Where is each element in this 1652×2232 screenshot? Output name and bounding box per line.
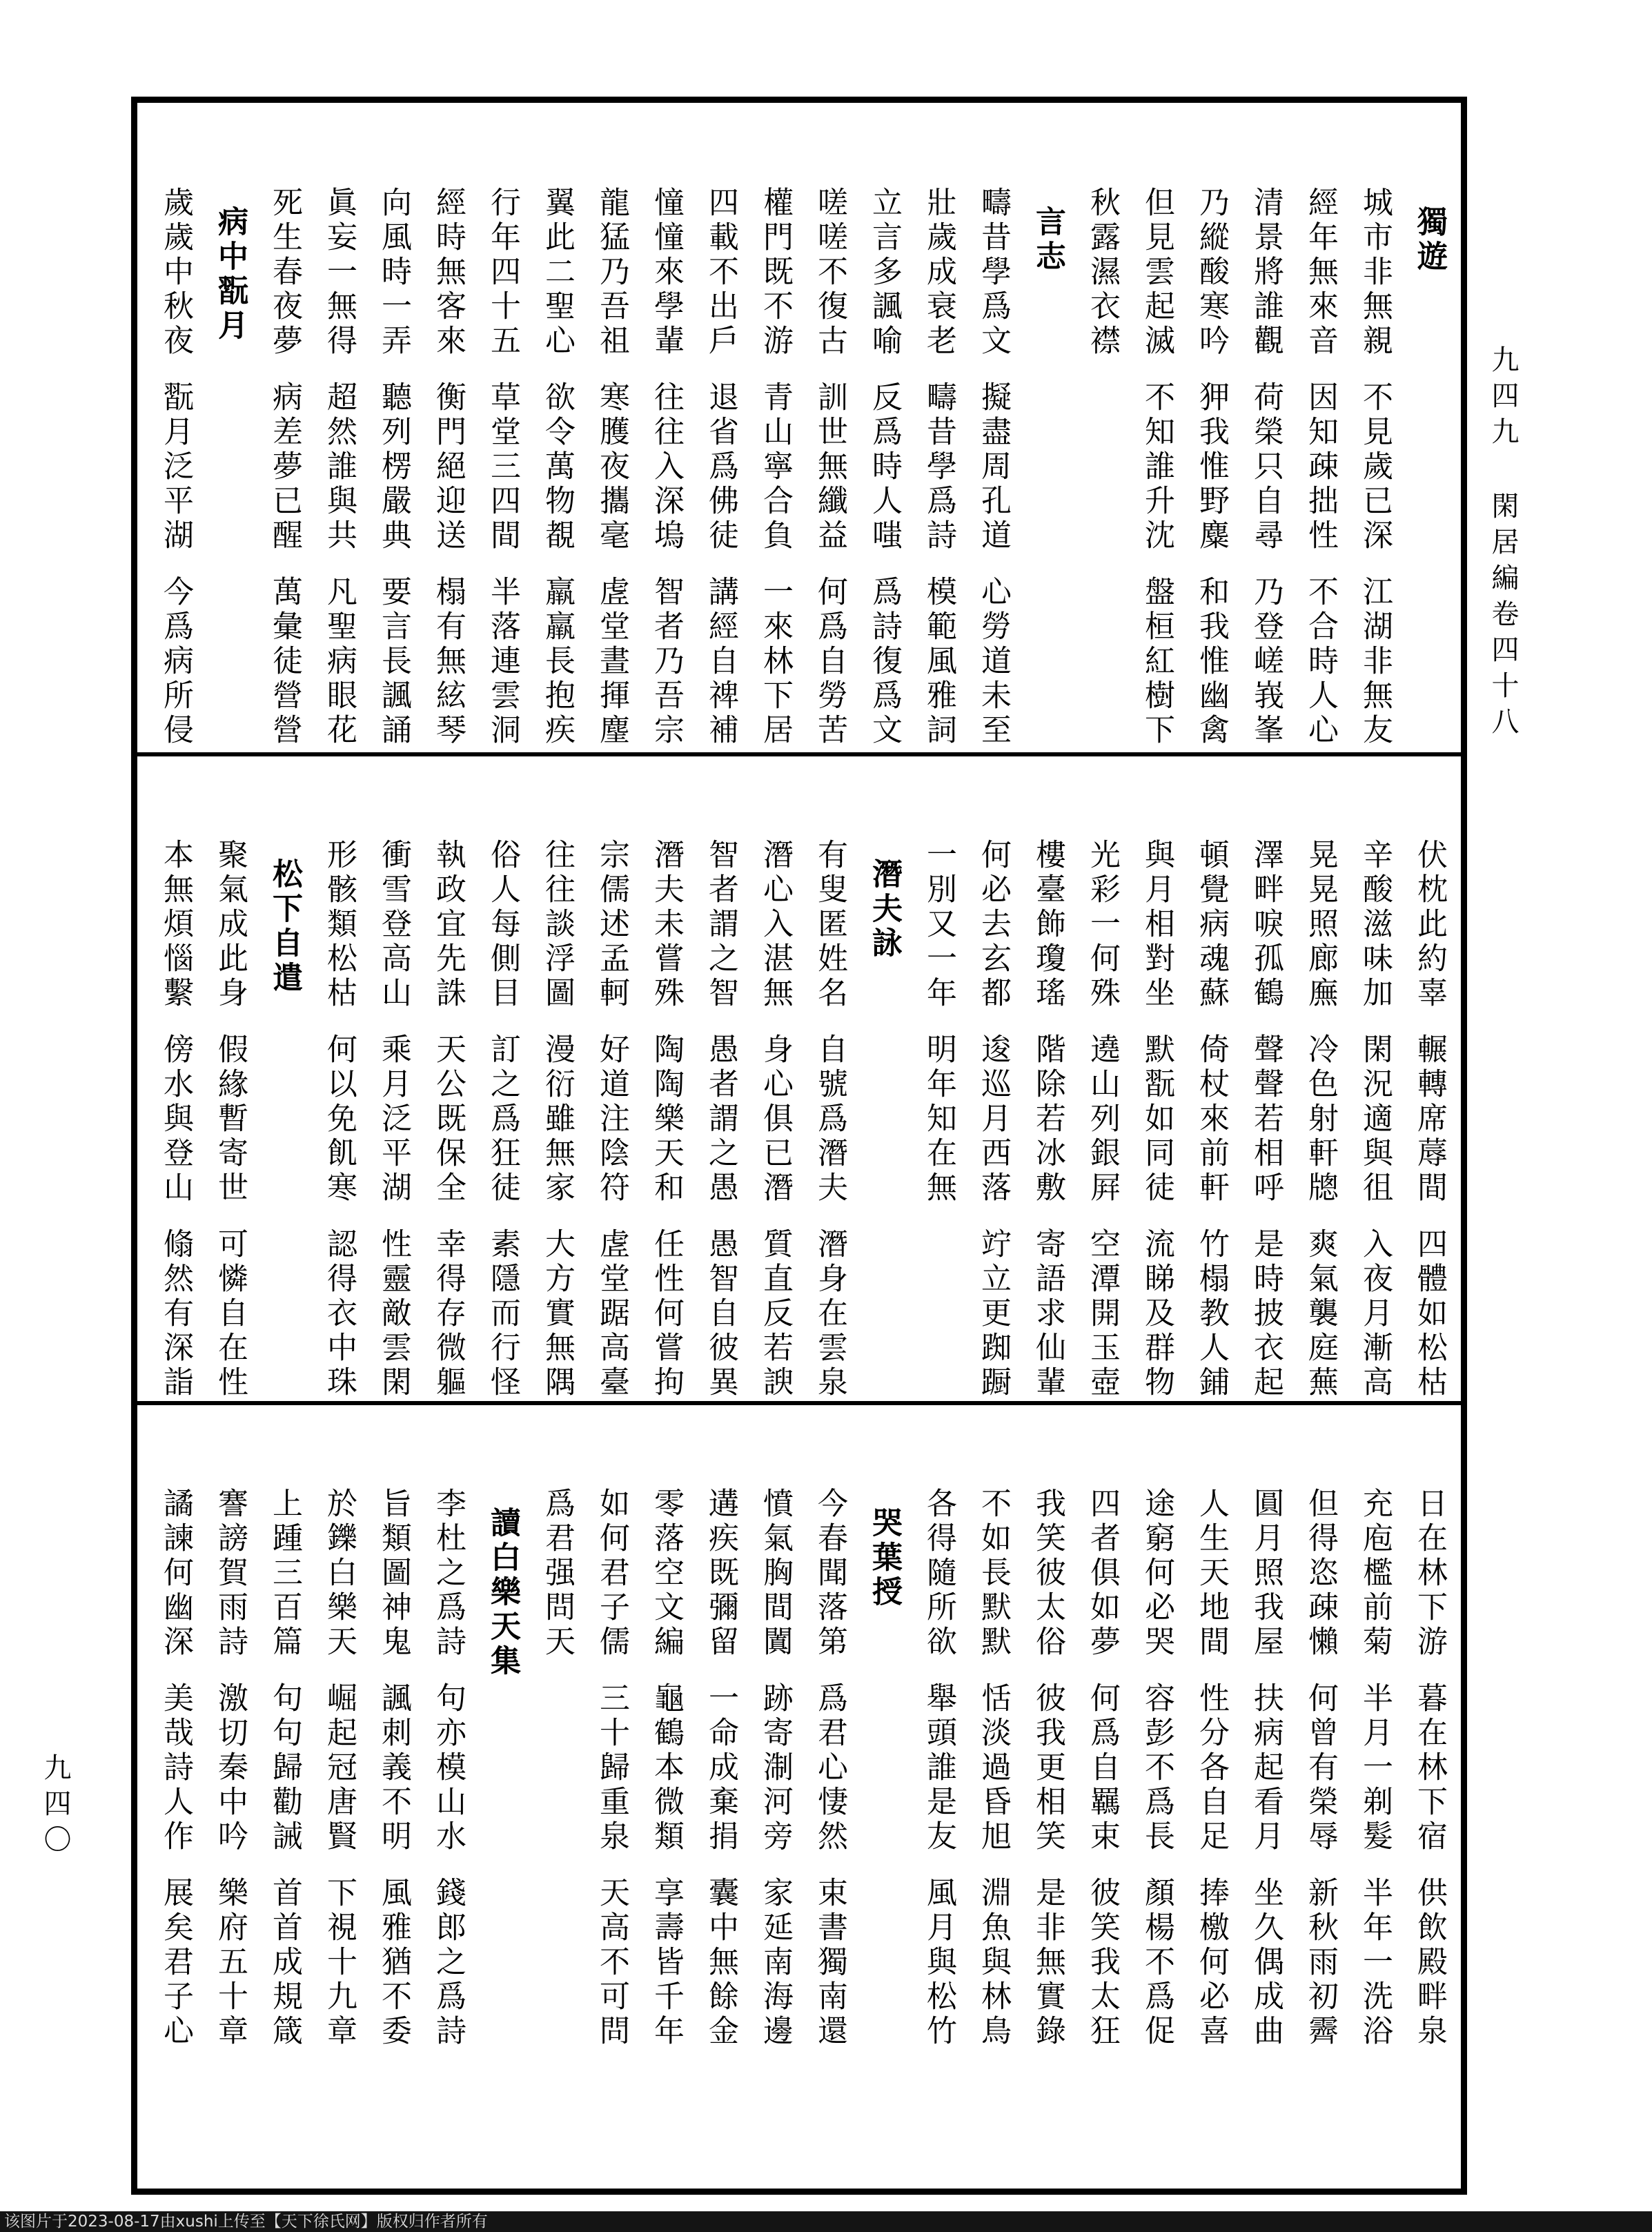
verse-line: 爽氣襲庭蕪 [1303, 1228, 1338, 1400]
verse-line: 上踵三百篇 [267, 1487, 302, 1660]
verse-line: 束書獨南還 [812, 1877, 847, 2049]
poem-column [1075, 186, 1130, 750]
poem-title-column [1021, 186, 1075, 750]
verse-line: 聲聲若相呼 [1248, 1033, 1284, 1206]
verse-line: 何爲自勞苦 [812, 576, 847, 748]
verse-line: 日在林下游 [1412, 1487, 1447, 1660]
verse-line: 句句歸勸誡 [267, 1682, 302, 1854]
verse-line: 竚立更踟蹰 [976, 1228, 1011, 1400]
poem-title: 潛夫詠 [867, 858, 902, 961]
verse-line: 愚者謂之愚 [703, 1033, 738, 1206]
verse-line: 認得衣中珠 [322, 1228, 357, 1400]
verse-line: 形骸類松枯 [322, 839, 357, 1011]
verse-line: 素隱而行怪 [485, 1228, 520, 1400]
verse-line: 和我惟幽禽 [1194, 576, 1229, 748]
verse-line: 半月一剃髮 [1357, 1682, 1393, 1854]
verse-line: 四者俱如夢 [1085, 1487, 1120, 1660]
poem-column [148, 839, 203, 1402]
verse-line: 旨類圖神鬼 [376, 1487, 411, 1660]
verse-line: 展矣君子心 [158, 1877, 193, 2049]
verse-line: 死生春夜夢 [267, 186, 302, 359]
section-bottom [148, 1487, 1457, 2053]
poem-column [1293, 1487, 1348, 2050]
verse-line: 擬盡周孔道 [976, 381, 1011, 554]
verse-line: 不知誰升沈 [1139, 381, 1174, 554]
poem-column [1348, 186, 1402, 750]
verse-line: 往往入深塢 [649, 381, 684, 554]
poem-title-column [857, 1487, 912, 2050]
poem-column [912, 1487, 966, 2050]
verse-line: 江湖非無友 [1357, 576, 1393, 748]
verse-line: 今春聞落第 [812, 1487, 847, 1660]
verse-line: 秋露濕衣襟 [1085, 186, 1120, 359]
verse-line: 何曾有榮辱 [1303, 1682, 1338, 1854]
poem-title: 病中翫月 [213, 206, 248, 344]
verse-line: 質直反若諛 [758, 1228, 793, 1400]
poem-column [584, 839, 639, 1402]
poem-column [312, 839, 366, 1402]
verse-line: 恬淡過昏旭 [976, 1682, 1011, 1854]
verse-line: 超然誰與共 [322, 381, 357, 554]
poem-column [966, 839, 1021, 1402]
poem-column [966, 186, 1021, 750]
verse-line: 草堂三四間 [485, 381, 520, 554]
verse-line: 有叟匿姓名 [812, 839, 847, 1011]
verse-line: 遶山列銀屛 [1085, 1033, 1120, 1206]
poem-column [1184, 186, 1239, 750]
verse-line: 性靈敵雲閑 [376, 1228, 411, 1400]
verse-line: 退省爲佛徒 [703, 381, 738, 554]
poem-column [148, 186, 203, 750]
verse-line: 往往談浮圖 [540, 839, 575, 1011]
poem-column [530, 839, 584, 1402]
verse-line: 不見歲已深 [1357, 381, 1393, 554]
verse-line: 與月相對坐 [1139, 839, 1174, 1011]
poem-column [366, 839, 421, 1402]
verse-line: 何爲自羈束 [1085, 1682, 1120, 1854]
poem-column [312, 186, 366, 750]
verse-line: 漫衍雖無家 [540, 1033, 575, 1206]
verse-line: 樓臺飾瓊瑤 [1030, 839, 1065, 1011]
section-divider-1 [137, 752, 1461, 756]
verse-line: 羸羸長抱疾 [540, 576, 575, 748]
verse-line: 三十歸重泉 [594, 1682, 629, 1854]
verse-line: 乃縱酸寒吟 [1194, 186, 1229, 359]
verse-line: 訓世無纖益 [812, 381, 847, 554]
poem-column [1348, 839, 1402, 1402]
verse-line: 潛心入湛無 [758, 839, 793, 1011]
poem-column [148, 1487, 203, 2050]
verse-line: 衝雪登高山 [376, 839, 411, 1011]
verse-line: 經年無來音 [1303, 186, 1338, 359]
poem-column [1293, 839, 1348, 1402]
left-margin-page-number: 九四〇 [39, 1753, 71, 1861]
verse-line: 錢郎之爲詩 [431, 1877, 466, 2049]
verse-line: 潛夫未嘗殊 [649, 839, 684, 1011]
verse-line: 半落連雲洞 [485, 576, 520, 748]
verse-line: 盤桓紅樹下 [1139, 576, 1174, 748]
verse-line: 欲令萬物覩 [540, 381, 575, 554]
verse-line: 辛酸滋味加 [1357, 839, 1393, 1011]
right-margin-page-number: 九四九 [1487, 345, 1519, 453]
verse-line: 風雅猶不委 [376, 1877, 411, 2049]
poem-column [203, 1487, 257, 2050]
verse-line: 講經自禆補 [703, 576, 738, 748]
poem-column [748, 1487, 803, 2050]
verse-line: 行年四十五 [485, 186, 520, 359]
poem-column [1130, 839, 1184, 1402]
verse-line: 享壽皆千年 [649, 1877, 684, 2049]
verse-line: 要言長諷誦 [376, 576, 411, 748]
verse-line: 愚智自彼異 [703, 1228, 738, 1400]
poem-column [1130, 1487, 1184, 2050]
verse-line: 翫月泛平湖 [158, 381, 193, 554]
poem-column [366, 1487, 421, 2050]
verse-line: 眞妄一無得 [322, 186, 357, 359]
verse-line: 執政宜先誅 [431, 839, 466, 1011]
section-middle [148, 839, 1457, 1404]
poem-title-column [203, 186, 257, 750]
poem-column [803, 1487, 857, 2050]
poem-column [257, 1487, 312, 2050]
verse-line: 下視十九章 [322, 1877, 357, 2049]
verse-line: 因知疎拙性 [1303, 381, 1338, 554]
poem-column [639, 186, 694, 750]
verse-line: 任性何嘗拘 [649, 1228, 684, 1400]
verse-line: 激切秦中吟 [213, 1682, 248, 1854]
verse-line: 人生天地間 [1194, 1487, 1229, 1660]
verse-line: 流睇及群物 [1139, 1228, 1174, 1400]
poem-column [584, 1487, 639, 2050]
verse-line: 假緣暫寄世 [213, 1033, 248, 1206]
verse-line: 階除若冰敷 [1030, 1033, 1065, 1206]
verse-line: 如何君子儒 [594, 1487, 629, 1660]
verse-line: 坐久偶成曲 [1248, 1877, 1284, 2049]
verse-line: 澤畔唳孤鶴 [1248, 839, 1284, 1011]
verse-line: 入夜月漸高 [1357, 1228, 1393, 1400]
verse-line: 爲詩復爲文 [867, 576, 902, 748]
poem-column [1075, 1487, 1130, 2050]
verse-line: 可憐自在性 [213, 1228, 248, 1400]
poem-column [1293, 186, 1348, 750]
verse-line: 模範風雅詞 [921, 576, 956, 748]
poem-column [1239, 186, 1293, 750]
verse-line: 傍水與登山 [158, 1033, 193, 1206]
poem-column [694, 186, 748, 750]
verse-line: 容彭不爲長 [1139, 1682, 1174, 1854]
verse-line: 遘疾既彌留 [703, 1487, 738, 1660]
verse-line: 何以免飢寒 [322, 1033, 357, 1206]
poem-column [966, 1487, 1021, 2050]
verse-line: 虗堂踞高臺 [594, 1228, 629, 1400]
poem-title: 哭葉授 [867, 1507, 902, 1610]
verse-line: 狎我惟野麋 [1194, 381, 1229, 554]
verse-line: 供飲殿畔泉 [1412, 1877, 1447, 2049]
verse-line: 萬彙徒營營 [267, 576, 302, 748]
verse-line: 美哉詩人作 [158, 1682, 193, 1854]
verse-line: 乃登嵯峩峯 [1248, 576, 1284, 748]
verse-line: 閑況適與徂 [1357, 1033, 1393, 1206]
verse-line: 倚杖來前軒 [1194, 1033, 1229, 1206]
verse-line: 逡巡月西落 [976, 1033, 1011, 1206]
verse-line: 寒臒夜攜毫 [594, 381, 629, 554]
verse-line: 伏枕此約辜 [1412, 839, 1447, 1011]
verse-line: 譎諫何幽深 [158, 1487, 193, 1660]
poem-column [1184, 839, 1239, 1402]
poem-column [530, 186, 584, 750]
right-margin-book-title: 閑居編卷四十八 [1487, 491, 1519, 743]
poem-column [421, 186, 475, 750]
verse-line: 舉頭誰是友 [921, 1682, 956, 1854]
verse-line: 跡寄淛河旁 [758, 1682, 793, 1854]
poem-column [312, 1487, 366, 2050]
verse-line: 頓覺病魂蘇 [1194, 839, 1229, 1011]
poem-column [1130, 186, 1184, 750]
verse-line: 零落空文編 [649, 1487, 684, 1660]
poem-column [857, 186, 912, 750]
poem-column [639, 1487, 694, 2050]
poem-column [475, 186, 530, 750]
poem-column [912, 186, 966, 750]
verse-line: 空潭開玉壺 [1085, 1228, 1120, 1400]
verse-line: 首首成規箴 [267, 1877, 302, 2049]
verse-line: 捧檄何必喜 [1194, 1877, 1229, 2049]
verse-line: 壯歲成衰老 [921, 186, 956, 359]
verse-line: 冷色射軒牕 [1303, 1033, 1338, 1206]
poem-column [639, 839, 694, 1402]
verse-line: 歲歲中秋夜 [158, 186, 193, 359]
poem-title-column [257, 839, 312, 1402]
poem-column [475, 839, 530, 1402]
verse-line: 充庖檻前菊 [1357, 1487, 1393, 1660]
verse-line: 風月與松竹 [921, 1877, 956, 2049]
poem-column [366, 186, 421, 750]
verse-line: 憧憧來學輩 [649, 186, 684, 359]
verse-line: 荷榮只自尋 [1248, 381, 1284, 554]
verse-line: 翛然有深詣 [158, 1228, 193, 1400]
verse-line: 樂府五十章 [213, 1877, 248, 2049]
section-top [148, 186, 1457, 752]
poem-title: 松下自遣 [267, 858, 302, 996]
verse-line: 新秋雨初霽 [1303, 1877, 1338, 2049]
poem-title: 獨遊 [1412, 206, 1447, 275]
verse-line: 何必去玄都 [976, 839, 1011, 1011]
verse-line: 嗟嗟不復古 [812, 186, 847, 359]
verse-line: 宗儒述孟軻 [594, 839, 629, 1011]
poem-title: 讀白樂天集 [485, 1507, 520, 1679]
verse-line: 清景將誰觀 [1248, 186, 1284, 359]
poem-column [421, 839, 475, 1402]
verse-line: 暮在林下宿 [1412, 1682, 1447, 1854]
verse-line: 向風時一弄 [376, 186, 411, 359]
verse-line: 疇昔學爲文 [976, 186, 1011, 359]
poem-title-column [475, 1487, 530, 2050]
verse-line: 不合時人心 [1303, 576, 1338, 748]
verse-line: 四載不出戶 [703, 186, 738, 359]
verse-line: 陶陶樂天和 [649, 1033, 684, 1206]
verse-line: 青山寧合負 [758, 381, 793, 554]
verse-line: 爲君强問天 [540, 1487, 575, 1660]
verse-line: 好道注陰符 [594, 1033, 629, 1206]
verse-line: 城市非無親 [1357, 186, 1393, 359]
verse-line: 爲君心悽然 [812, 1682, 847, 1854]
poem-column [203, 839, 257, 1402]
verse-line: 經時無客來 [431, 186, 466, 359]
verse-line: 於鑠白樂天 [322, 1487, 357, 1660]
verse-line: 天高不可問 [594, 1877, 629, 2049]
poem-column [1184, 1487, 1239, 2050]
poem-column [1021, 1487, 1075, 2050]
poem-column [803, 186, 857, 750]
poem-column [1402, 839, 1457, 1402]
verse-line: 四體如松枯 [1412, 1228, 1447, 1400]
poem-column [748, 839, 803, 1402]
verse-line: 但得恣疎懶 [1303, 1487, 1338, 1660]
verse-line: 心勞道未至 [976, 576, 1011, 748]
verse-line: 大方實無隅 [540, 1228, 575, 1400]
poem-column [912, 839, 966, 1402]
verse-line: 身心俱已潛 [758, 1033, 793, 1206]
verse-line: 龍猛乃吾祖 [594, 186, 629, 359]
verse-line: 本無煩惱繫 [158, 839, 193, 1011]
verse-line: 光彩一何殊 [1085, 839, 1120, 1011]
poem-column [1239, 839, 1293, 1402]
verse-line: 是非無實錄 [1030, 1877, 1065, 2049]
verse-line: 扶病起看月 [1248, 1682, 1284, 1854]
verse-line: 一來林下居 [758, 576, 793, 748]
verse-line: 權門既不游 [758, 186, 793, 359]
verse-line: 諷刺義不明 [376, 1682, 411, 1854]
poem-column [1075, 839, 1130, 1402]
verse-line: 崛起冠唐賢 [322, 1682, 357, 1854]
verse-line: 凡聖病眼花 [322, 576, 357, 748]
verse-line: 聚氣成此身 [213, 839, 248, 1011]
verse-line: 不如長默默 [976, 1487, 1011, 1660]
verse-line: 晃晃照廊廡 [1303, 839, 1338, 1011]
verse-line: 虗堂晝揮麈 [594, 576, 629, 748]
verse-line: 一別又一年 [921, 839, 956, 1011]
poem-column [1239, 1487, 1293, 2050]
watermark-bar [0, 2211, 1652, 2232]
verse-line: 自號爲潛夫 [812, 1033, 847, 1206]
verse-line: 衡門絕迎送 [431, 381, 466, 554]
verse-line: 謇謗賀雨詩 [213, 1487, 248, 1660]
poem-title: 言志 [1030, 206, 1065, 275]
poem-column [694, 1487, 748, 2050]
verse-line: 囊中無餘金 [703, 1877, 738, 2049]
verse-line: 半年一洗浴 [1357, 1877, 1393, 2049]
verse-line: 彼我更相笑 [1030, 1682, 1065, 1854]
verse-line: 智者乃吾宗 [649, 576, 684, 748]
poem-column [803, 839, 857, 1402]
verse-line: 默翫如同徒 [1139, 1033, 1174, 1206]
verse-line: 憤氣胸間闐 [758, 1487, 793, 1660]
verse-line: 但見雲起滅 [1139, 186, 1174, 359]
verse-line: 輾轉席蓐間 [1412, 1033, 1447, 1206]
verse-line: 智者謂之智 [703, 839, 738, 1011]
verse-line: 疇昔學爲詩 [921, 381, 956, 554]
verse-line: 途窮何必哭 [1139, 1487, 1174, 1660]
verse-line: 圓月照我屋 [1248, 1487, 1284, 1660]
verse-line: 一命成棄捐 [703, 1682, 738, 1854]
verse-line: 家延南海邊 [758, 1877, 793, 2049]
poem-column [257, 186, 312, 750]
poem-column [694, 839, 748, 1402]
verse-line: 彼笑我太狂 [1085, 1877, 1120, 2049]
poem-column [584, 186, 639, 750]
verse-line: 是時披衣起 [1248, 1228, 1284, 1400]
poem-column [748, 186, 803, 750]
poem-title-column [857, 839, 912, 1402]
verse-line: 淵魚與林鳥 [976, 1877, 1011, 2049]
verse-line: 我笑彼太俗 [1030, 1487, 1065, 1660]
verse-line: 乘月泛平湖 [376, 1033, 411, 1206]
verse-line: 竹榻教人鋪 [1194, 1228, 1229, 1400]
verse-line: 性分各自足 [1194, 1682, 1229, 1854]
verse-line: 反爲時人嗤 [867, 381, 902, 554]
poem-column [530, 1487, 584, 2050]
verse-line: 聽列楞嚴典 [376, 381, 411, 554]
poem-column [1021, 839, 1075, 1402]
verse-line: 幸得存微軀 [431, 1228, 466, 1400]
verse-line: 句亦模山水 [431, 1682, 466, 1854]
verse-line: 寄語求仙輩 [1030, 1228, 1065, 1400]
verse-line: 榻有無絃琴 [431, 576, 466, 748]
poem-column [1402, 1487, 1457, 2050]
verse-line: 病差夢已醒 [267, 381, 302, 554]
verse-line: 顏楊不爲促 [1139, 1877, 1174, 2049]
verse-line: 明年知在無 [921, 1033, 956, 1206]
verse-line: 潛身在雲泉 [812, 1228, 847, 1400]
poem-title-column [1402, 186, 1457, 750]
verse-line: 各得隨所欲 [921, 1487, 956, 1660]
verse-line: 立言多諷喻 [867, 186, 902, 359]
verse-line: 今爲病所侵 [158, 576, 193, 748]
verse-line: 李杜之爲詩 [431, 1487, 466, 1660]
verse-line: 天公既保全 [431, 1033, 466, 1206]
verse-line: 訂之爲狂徒 [485, 1033, 520, 1206]
page-frame [131, 97, 1467, 2195]
verse-line: 翼此二聖心 [540, 186, 575, 359]
poem-column [1348, 1487, 1402, 2050]
verse-line: 俗人每側目 [485, 839, 520, 1011]
verse-line: 龜鶴本微類 [649, 1682, 684, 1854]
poem-column [421, 1487, 475, 2050]
watermark-text: 该图片于2023-08-17由xushi上传至【天下徐氏网】版权归作者所有 [4, 2213, 488, 2231]
